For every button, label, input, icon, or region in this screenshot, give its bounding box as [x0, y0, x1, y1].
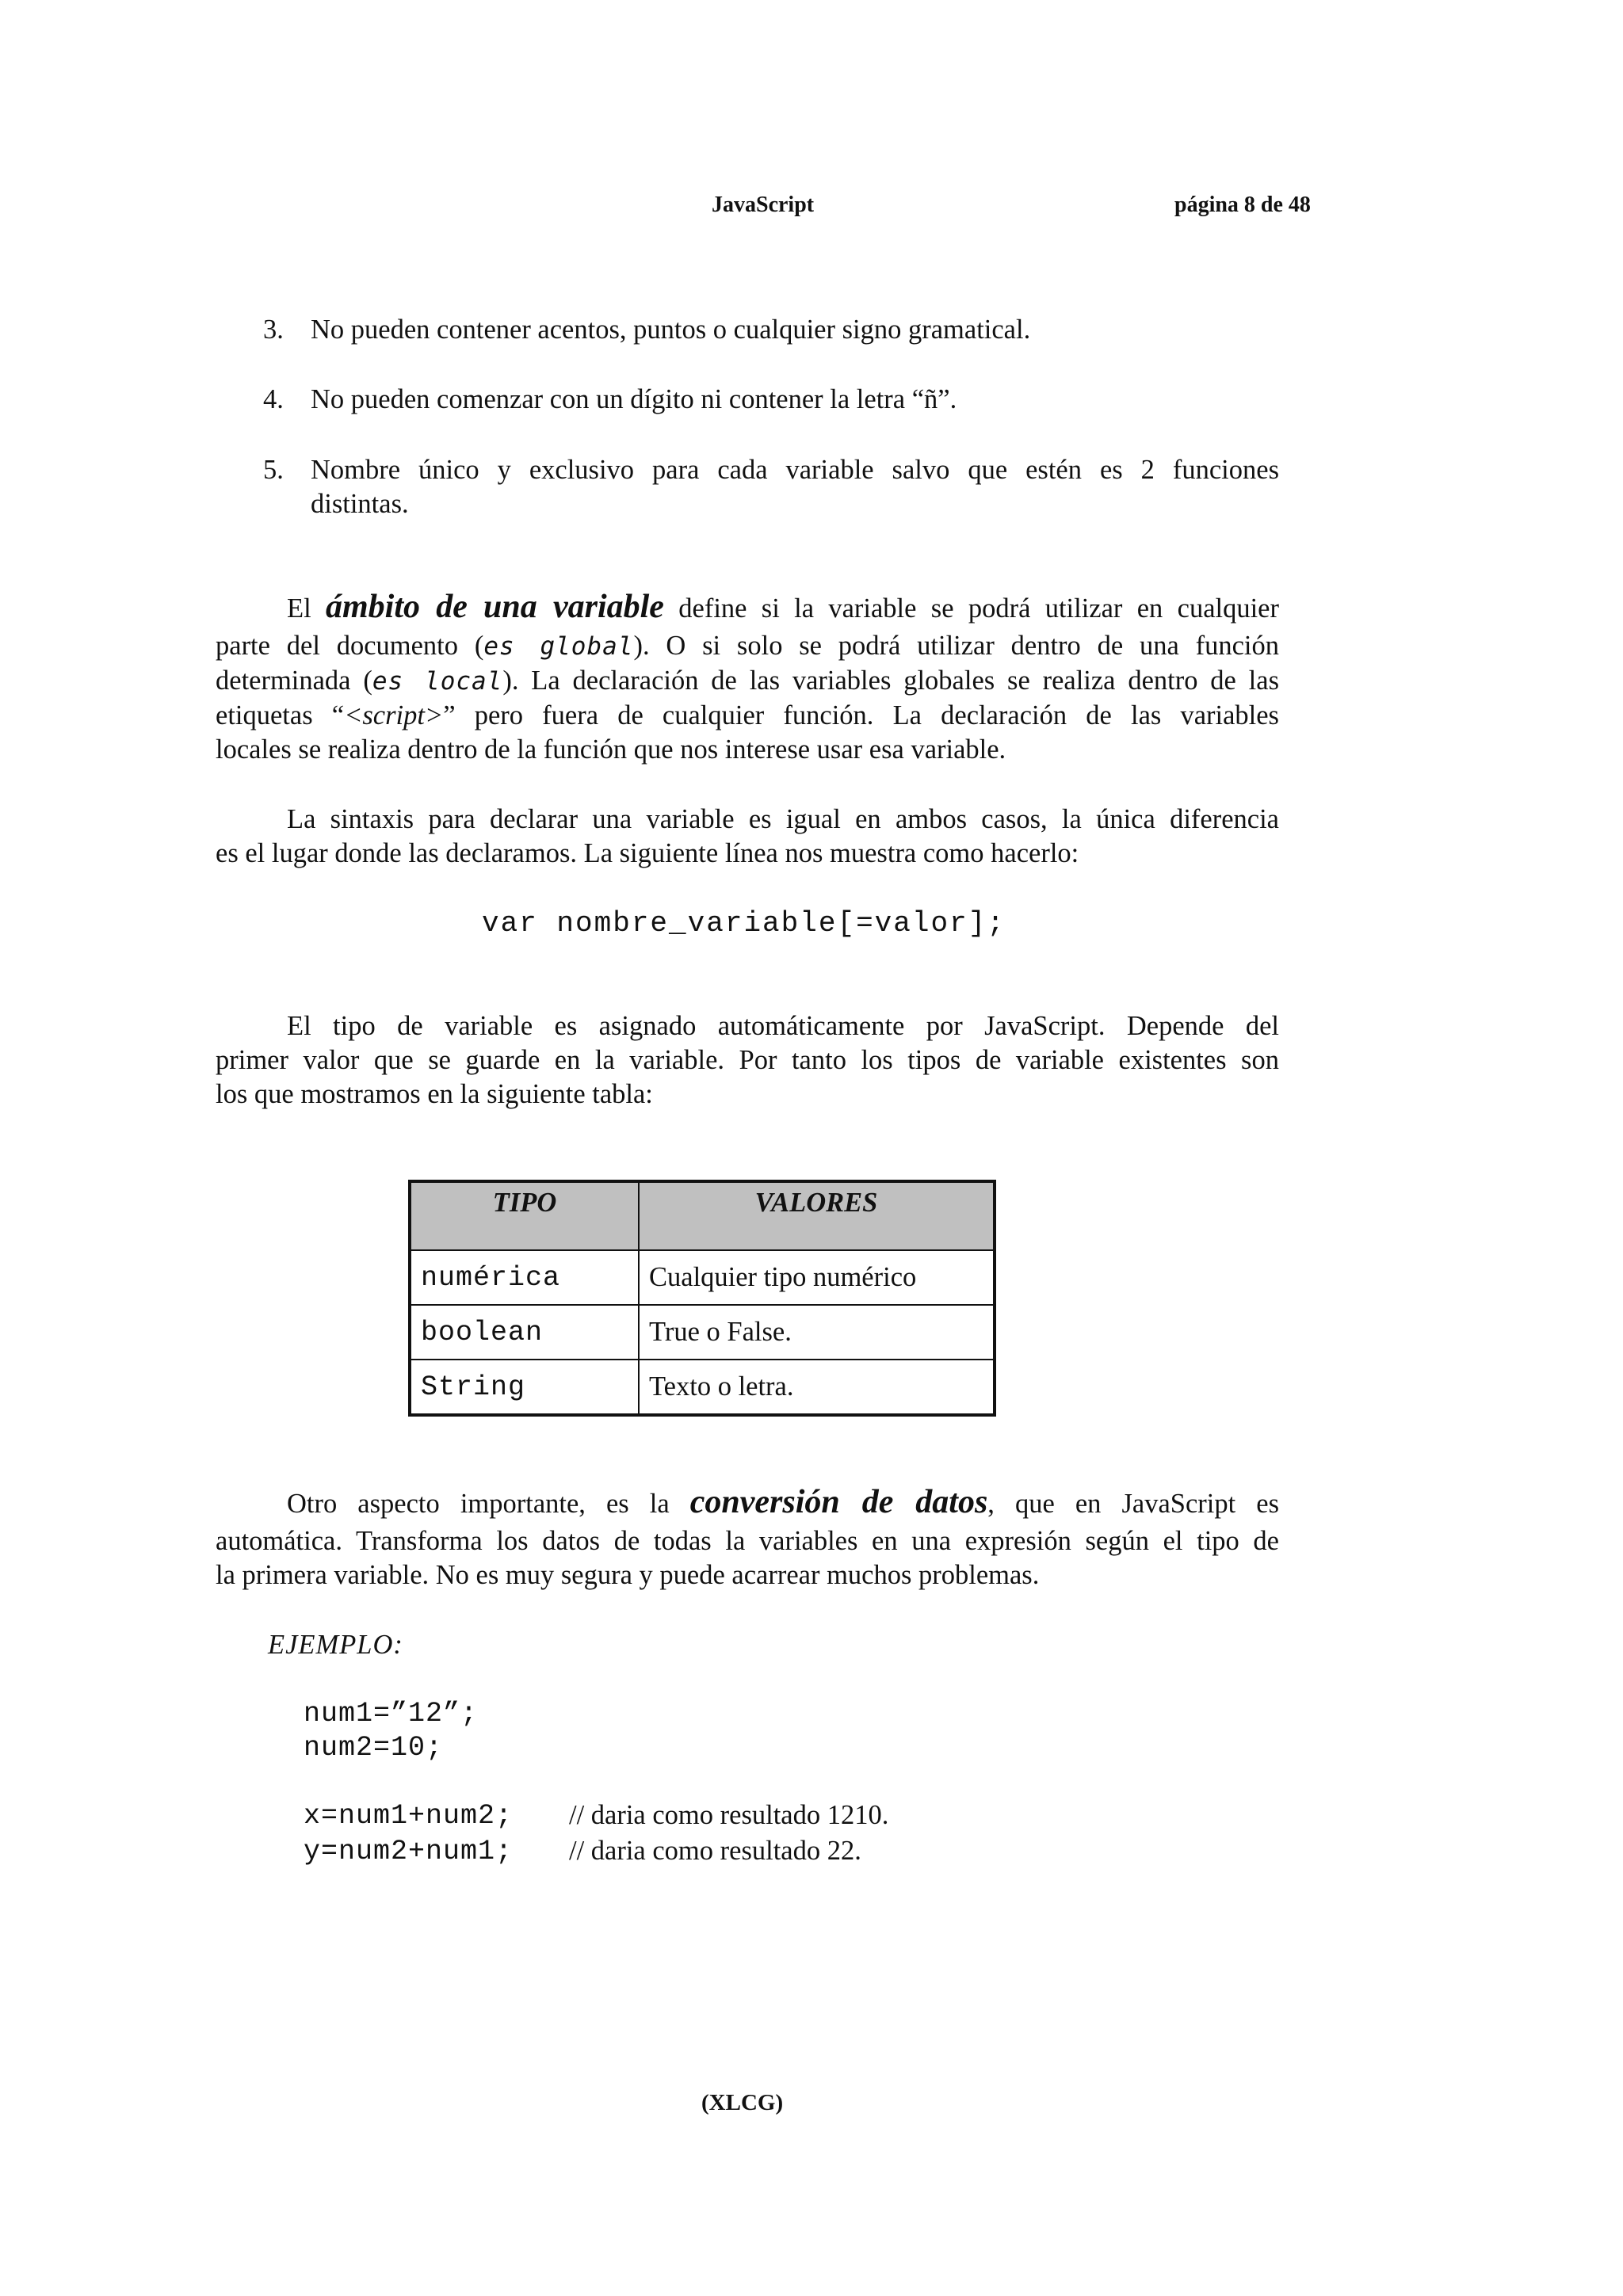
- list-text: No pueden contener acentos, puntos o cualquier signo gramatical.: [311, 315, 1031, 345]
- example-label: EJEMPLO:: [268, 1630, 403, 1660]
- table-cell-tipo: numérica: [410, 1250, 639, 1305]
- table-cell-tipo: String: [410, 1360, 639, 1415]
- example-code-line: y=num2+num1;: [304, 1836, 514, 1867]
- paragraph-line: automática. Transforma los datos de todas la variables en una expresión según el tipo de: [216, 1526, 1279, 1556]
- paragraph-types: [216, 1009, 1279, 1112]
- list-text: No pueden comenzar con un dígito ni contener la letra “ñ”.: [311, 384, 957, 414]
- list-number: 5.: [263, 455, 284, 485]
- paragraph-line: locales se realiza dentro de la función que nos interese usar esa variable.: [216, 734, 1006, 765]
- term-scope: ámbito de una variable: [326, 589, 664, 625]
- column-header-tipo: TIPO: [410, 1181, 639, 1250]
- paragraph-line: los que mostramos en la siguiente tabla:: [216, 1079, 653, 1109]
- paragraph-syntax: [216, 803, 1279, 871]
- paragraph-scope: [216, 586, 1279, 767]
- table-row: [410, 1305, 995, 1360]
- term-conversion: conversión de datos: [689, 1484, 988, 1520]
- example-code-line: num2=10;: [304, 1732, 444, 1764]
- table-row: [410, 1360, 995, 1415]
- header-page-number: página 8 de 48: [1174, 193, 1311, 217]
- paragraph-line: Otro aspecto importante, es la conversión de datos, que en JavaScript es: [287, 1484, 1280, 1520]
- paragraph-line: El ámbito de una variable define si la variable se podrá utilizar en cualquier: [287, 589, 1279, 625]
- table-cell-tipo: boolean: [410, 1305, 639, 1360]
- list-item: [263, 313, 1279, 347]
- paragraph-line: es el lugar donde las declaramos. La siguiente línea nos muestra como hacerlo:: [216, 838, 1079, 868]
- list-number: 3.: [263, 315, 284, 345]
- table-cell-valores: True o False.: [639, 1305, 995, 1360]
- table-row: [410, 1250, 995, 1305]
- footer-author: (XLCG): [701, 2090, 784, 2115]
- example-code-line: x=num1+num2;: [304, 1800, 514, 1832]
- syntax-code: var nombre_variable[=valor];: [482, 907, 1006, 940]
- table-cell-valores: Texto o letra.: [639, 1360, 995, 1415]
- paragraph-conversion: [216, 1482, 1279, 1592]
- header-title: JavaScript: [712, 193, 815, 217]
- table-header-row: [410, 1181, 995, 1250]
- paragraph-line: la primera variable. No es muy segura y puede acarrear muchos problemas.: [216, 1560, 1040, 1590]
- paragraph-line: La sintaxis para declarar una variable es igual en ambos casos, la única diferencia: [287, 804, 1279, 834]
- paragraph-line: primer valor que se guarde en la variable. Por tanto los tipos de variable existentes son: [216, 1045, 1279, 1075]
- paragraph-line: parte del documento (es global). O si solo se podrá utilizar dentro de una función: [216, 631, 1279, 661]
- types-table: [408, 1180, 996, 1417]
- table-cell-valores: Cualquier tipo numérico: [639, 1250, 995, 1305]
- column-header-valores: VALORES: [639, 1181, 995, 1250]
- paragraph-line: determinada (es local). La declaración de las variables globales se realiza dentro de las: [216, 666, 1280, 696]
- paragraph-line: El tipo de variable es asignado automáticamente por JavaScript. Depende del: [287, 1011, 1279, 1041]
- list-text: distintas.: [311, 489, 409, 519]
- list-item: [263, 383, 1279, 417]
- example-comment: // daria como resultado 22.: [569, 1836, 861, 1866]
- example-comment: // daria como resultado 1210.: [569, 1800, 889, 1830]
- list-item: [263, 453, 1279, 521]
- list-text: Nombre único y exclusivo para cada variable salvo que estén es 2 funciones: [311, 455, 1279, 485]
- paragraph-line: etiquetas “<script>” pero fuera de cualquier función. La declaración de las variables: [216, 700, 1279, 730]
- list-number: 4.: [263, 384, 284, 414]
- example-code-line: num1=”12”;: [304, 1698, 479, 1730]
